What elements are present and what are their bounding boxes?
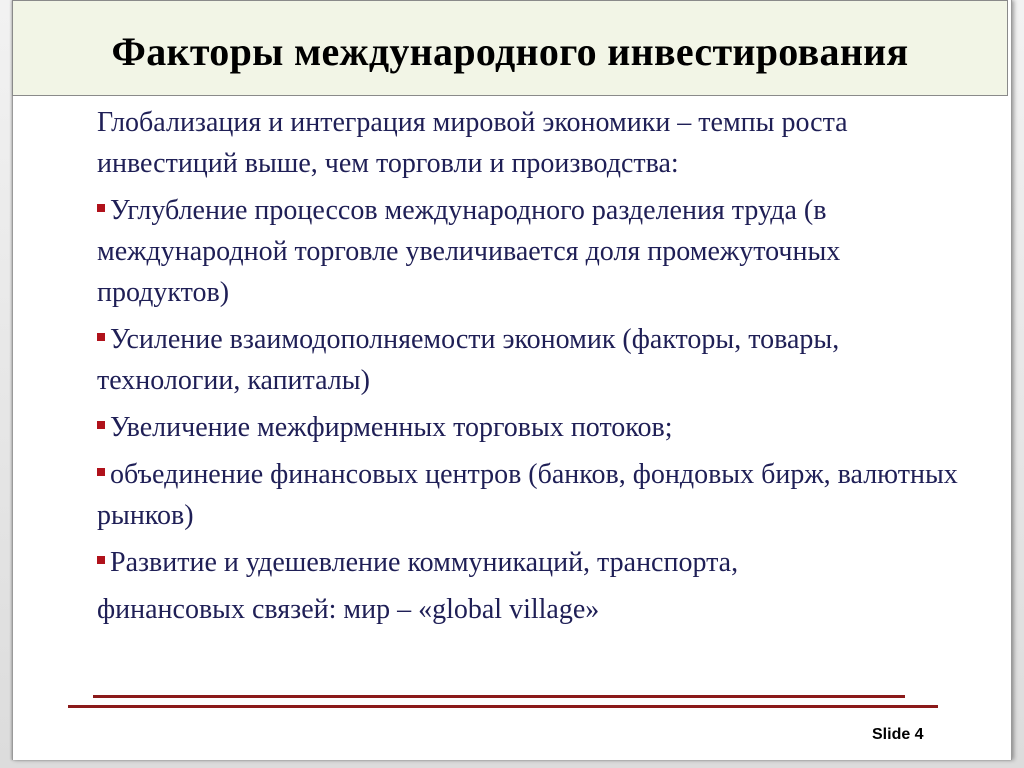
bullet-item-5 [97,542,967,630]
intro-paragraph: Глобализация и интеграция мировой экономики – темпы роста инвестиций выше, чем торговли и производства: [97,107,848,179]
square-bullet-icon [97,556,105,564]
bullet-text-5: Развитие и удешевление коммуникаций, транспорта, [110,547,739,578]
bullet-text-3: Увеличение межфирменных торговых потоков; [110,412,673,443]
bullet-item-2 [97,319,967,401]
slide-title: Факторы международного инвестирования [111,29,909,74]
square-bullet-icon [97,468,105,476]
slide-number: Slide 4 [872,726,924,743]
square-bullet-icon [97,421,105,429]
decorative-rule-upper [93,695,905,698]
title-bar [12,0,1008,96]
bullet-item-4 [97,454,967,536]
bullet-item-3 [97,407,967,448]
square-bullet-icon [97,333,105,341]
bullet-text-4: объединение финансовых центров (банков, фондовых бирж, валютных рынков) [97,459,958,531]
bullet-item-1 [97,190,967,313]
decorative-rule-lower [68,705,938,708]
bullet-text-1: Углубление процессов международного разделения труда (в международной торговле увеличивается доля промежуточных продуктов) [97,195,841,308]
slide-body [97,102,967,636]
square-bullet-icon [97,204,105,212]
bullet-text-2: Усиление взаимодополняемости экономик (факторы, товары, технологии, капиталы) [97,324,840,396]
bullet-text-5-continuation: финансовых связей: мир – «global village» [97,594,600,625]
